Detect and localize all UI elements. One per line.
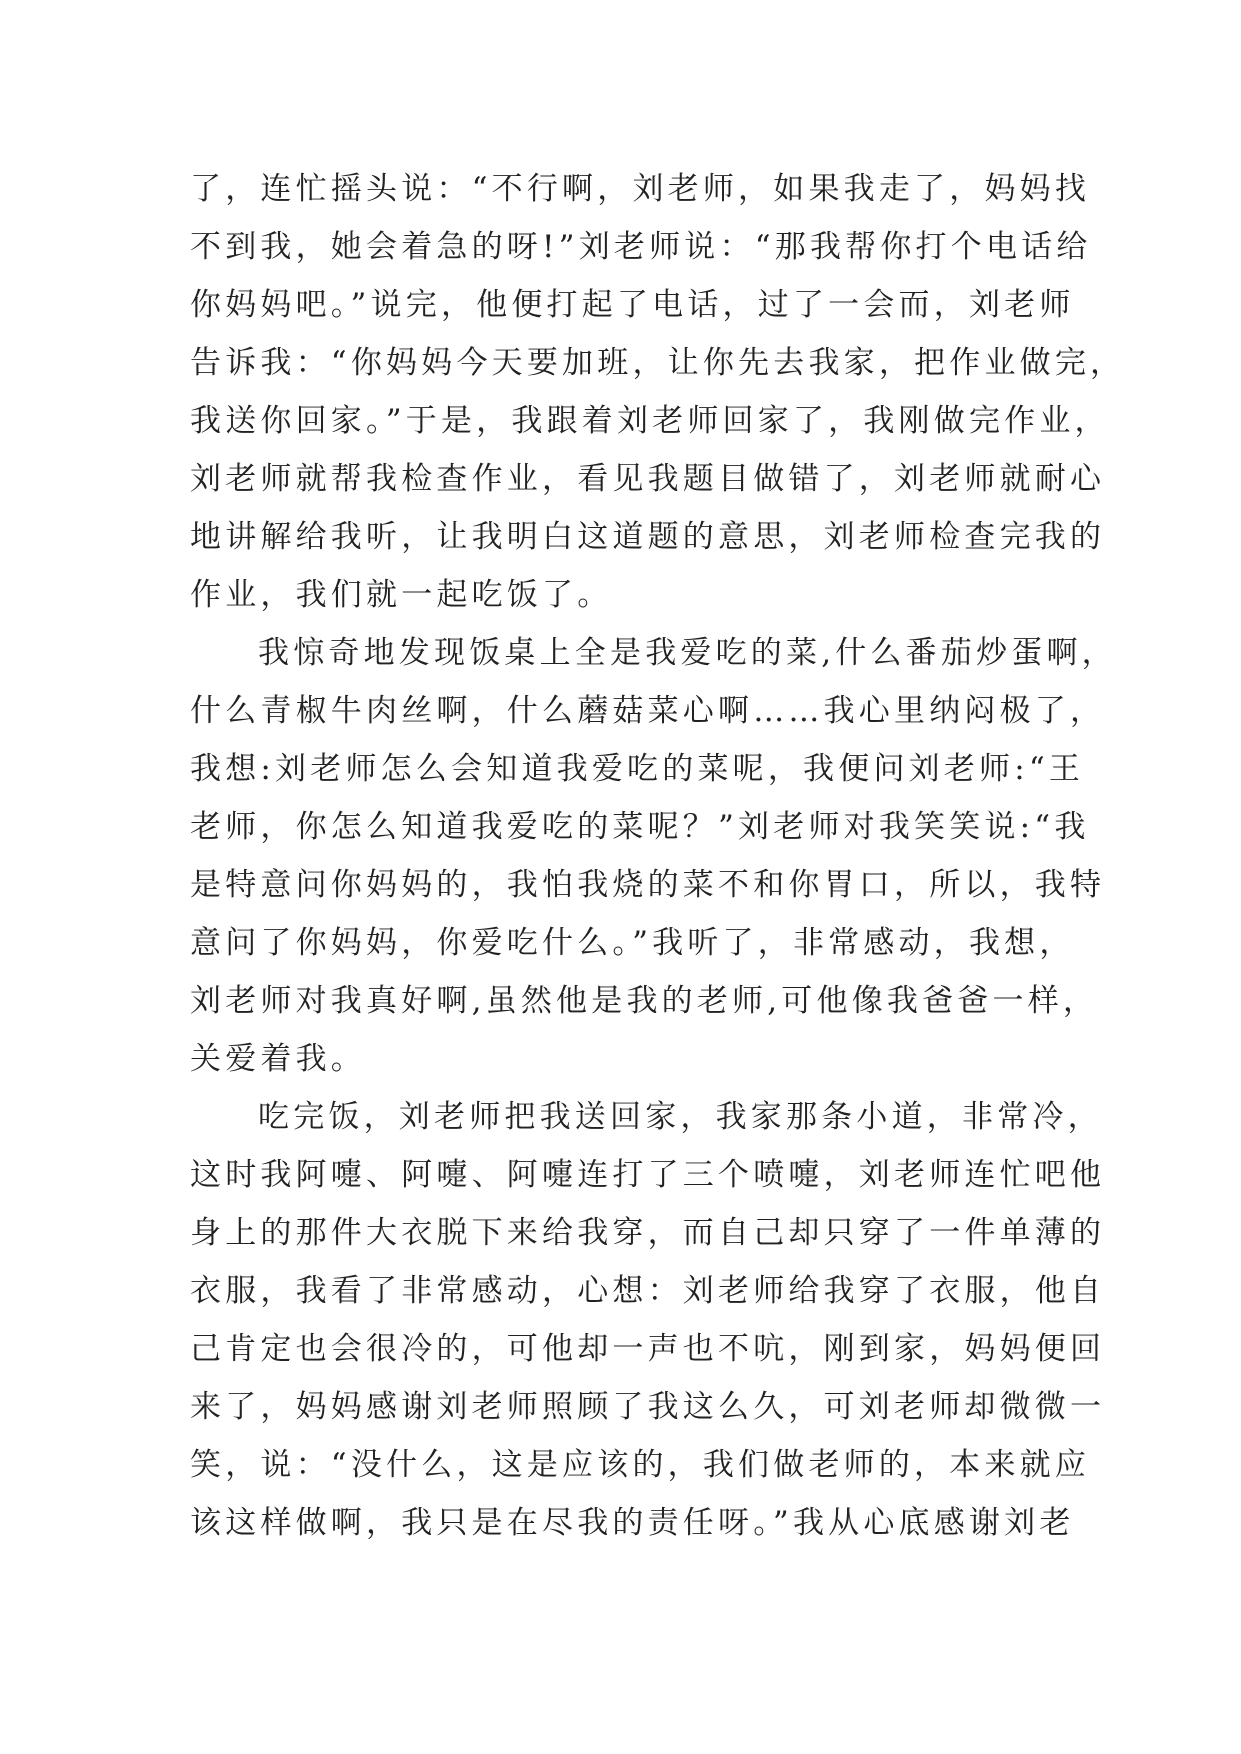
text-line: 什么青椒牛肉丝啊，什么蘑菇菜心啊……我心里纳闷极了，	[190, 693, 1106, 729]
text-line: 了，连忙摇头说：“不行啊，刘老师，如果我走了，妈妈找	[190, 171, 1091, 207]
text-line: 来了，妈妈感谢刘老师照顾了我这么久，可刘老师却微微一	[190, 1389, 1106, 1425]
text-line: 刘老师就帮我检查作业，看见我题目做错了，刘老师就耐心	[190, 461, 1106, 497]
text-line: 我想:刘老师怎么会知道我爱吃的菜呢，我便问刘老师:“王	[190, 751, 1085, 787]
paragraph-first-line: 吃完饭，刘老师把我送回家，我家那条小道，非常冷，	[258, 1099, 1103, 1135]
text-line: 意问了你妈妈，你爱吃什么。”我听了，非常感动，我想，	[190, 925, 1075, 961]
text-line: 告诉我：“你妈妈今天要加班，让你先去我家，把作业做完，	[190, 345, 1126, 381]
text-line: 身上的那件大衣脱下来给我穿，而自己却只穿了一件单薄的	[190, 1215, 1106, 1251]
body-text	[190, 160, 1126, 1552]
text-line: 老师，你怎么知道我爱吃的菜呢？”刘老师对我笑笑说:“我	[190, 809, 1090, 845]
text-line: 我送你回家。”于是，我跟着刘老师回家了，我刚做完作业，	[190, 403, 1110, 439]
text-line: 关爱着我。	[190, 1041, 366, 1077]
text-line: 笑，说：“没什么，这是应该的，我们做老师的，本来就应	[190, 1447, 1091, 1483]
text-line: 不到我，她会着急的呀!”刘老师说：“那我帮你打个电话给	[190, 229, 1092, 265]
text-line: 该这样做啊，我只是在尽我的责任呀。”我从心底感谢刘老	[190, 1505, 1075, 1541]
text-line: 是特意问你妈妈的，我怕我烧的菜不和你胃口，所以，我特	[190, 867, 1106, 903]
text-line: 这时我阿嚏、阿嚏、阿嚏连打了三个喷嚏，刘老师连忙吧他	[190, 1157, 1106, 1193]
text-line: 你妈妈吧。”说完，他便打起了电话，过了一会而，刘老师	[190, 287, 1075, 323]
text-line: 地讲解给我听，让我明白这道题的意思，刘老师检查完我的	[190, 519, 1106, 555]
text-line: 刘老师对我真好啊,虽然他是我的老师,可他像我爸爸一样，	[190, 983, 1099, 1019]
text-line: 衣服，我看了非常感动，心想：刘老师给我穿了衣服，他自	[190, 1273, 1106, 1309]
text-line: 作业，我们就一起吃饭了。	[190, 577, 613, 613]
paragraph-first-line: 我惊奇地发现饭桌上全是我爱吃的菜,什么番茄炒蛋啊，	[258, 635, 1117, 671]
text-line: 己肯定也会很冷的，可他却一声也不吭，刚到家，妈妈便回	[190, 1331, 1106, 1367]
